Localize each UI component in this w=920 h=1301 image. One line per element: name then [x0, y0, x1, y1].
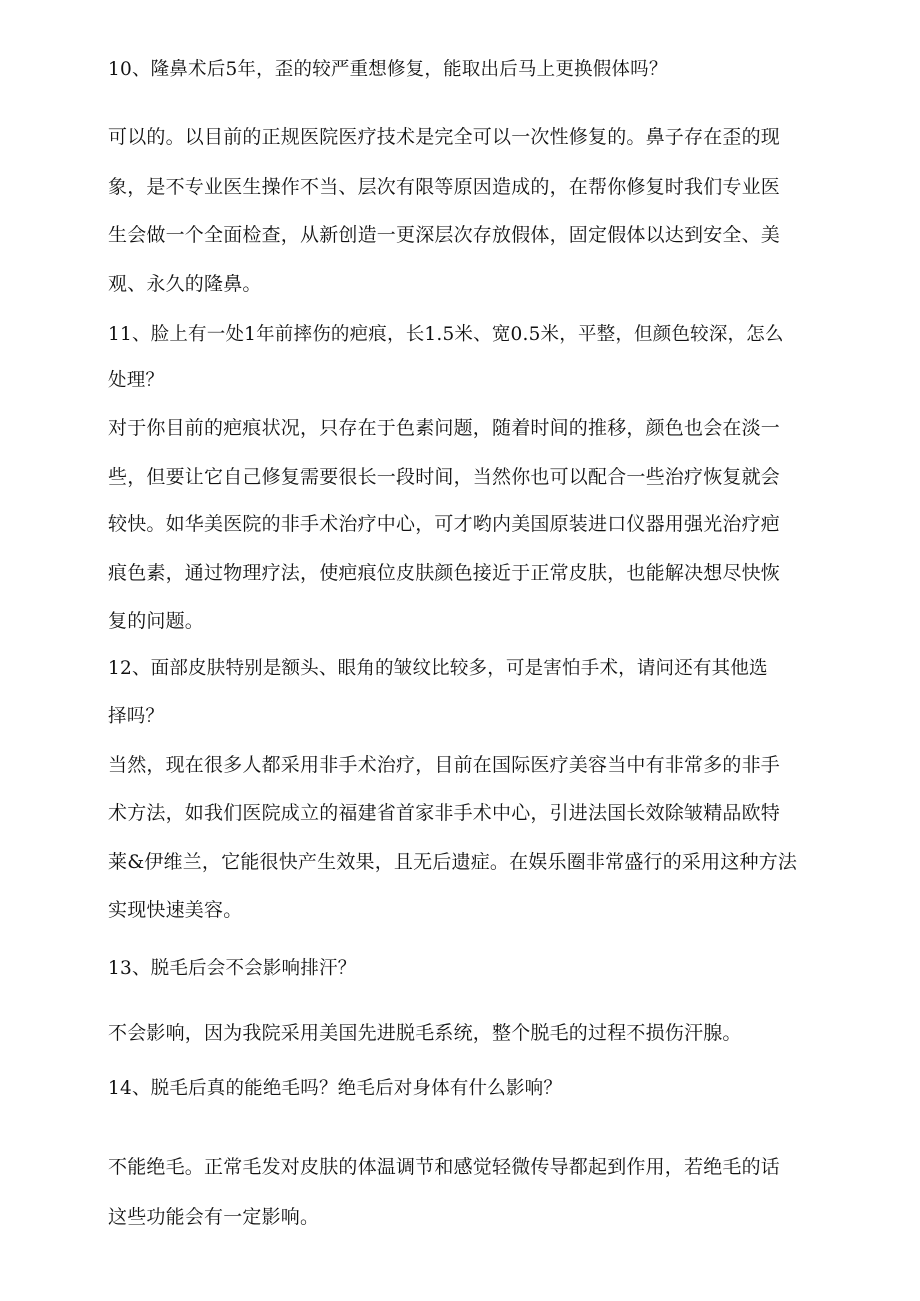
answer-11-line-2: 些，但要让它自己修复需要很长一段时间，当然你也可以配合一些治疗恢复就会 — [108, 466, 781, 488]
answer-11-line-5: 复的问题。 — [108, 610, 205, 632]
answer-11-line-3: 较快。如华美医院的非手术治疗中心，可才哟内美国原装进口仪器用强光治疗疤 — [108, 513, 781, 535]
answer-12-line-2: 术方法，如我们医院成立的福建省首家非手术中心，引进法国长效除皱精品欧特 — [108, 802, 781, 824]
answer-11-line-1: 对于你目前的疤痕状况，只存在于色素问题，随着时间的推移，颜色也会在淡一 — [108, 417, 781, 439]
question-11-line-1: 11、脸上有一处1年前摔伤的疤痕，长1.5米、宽0.5米，平整，但颜色较深，怎么 — [108, 324, 784, 345]
answer-10-line-3: 生会做一个全面检查，从新创造一更深层次存放假体，固定假体以达到安全、美 — [108, 224, 781, 246]
question-12-line-2: 择吗？ — [108, 706, 165, 727]
question-12-line-1: 12、面部皮肤特别是额头、眼角的皱纹比较多，可是害怕手术，请问还有其他选 — [108, 658, 768, 679]
question-11-line-2: 处理？ — [108, 370, 165, 391]
answer-13-line-1: 不会影响，因为我院采用美国先进脱毛系统，整个脱毛的过程不损伤汗腺。 — [108, 1022, 742, 1044]
answer-14-line-2: 这些功能会有一定影响。 — [108, 1206, 320, 1228]
answer-12-line-3: 莱&伊维兰，它能很快产生效果，且无后遗症。在娱乐圈非常盛行的采用这种方法 — [108, 851, 798, 873]
answer-10-line-4: 观、永久的隆鼻。 — [108, 273, 262, 295]
answer-10-line-1: 可以的。以目前的正规医院医疗技术是完全可以一次性修复的。鼻子存在歪的现 — [108, 126, 781, 148]
answer-12-line-1: 当然，现在很多人都采用非手术治疗，目前在国际医疗美容当中有非常多的非手 — [108, 754, 781, 776]
answer-14-line-1: 不能绝毛。正常毛发对皮肤的体温调节和感觉轻微传导都起到作用，若绝毛的话 — [108, 1156, 781, 1178]
question-14: 14、脱毛后真的能绝毛吗？绝毛后对身体有什么影响？ — [108, 1078, 563, 1099]
answer-11-line-4: 痕色素，通过物理疗法，使疤痕位皮肤颜色接近于正常皮肤，也能解决想尽快恢 — [108, 562, 781, 584]
answer-10-line-2: 象，是不专业医生操作不当、层次有限等原因造成的，在帮你修复时我们专业医 — [108, 176, 781, 198]
question-10: 10、隆鼻术后5年，歪的较严重想修复，能取出后马上更换假体吗？ — [108, 59, 668, 80]
answer-12-line-4: 实现快速美容。 — [108, 899, 243, 921]
question-13: 13、脱毛后会不会影响排汗？ — [108, 958, 357, 979]
